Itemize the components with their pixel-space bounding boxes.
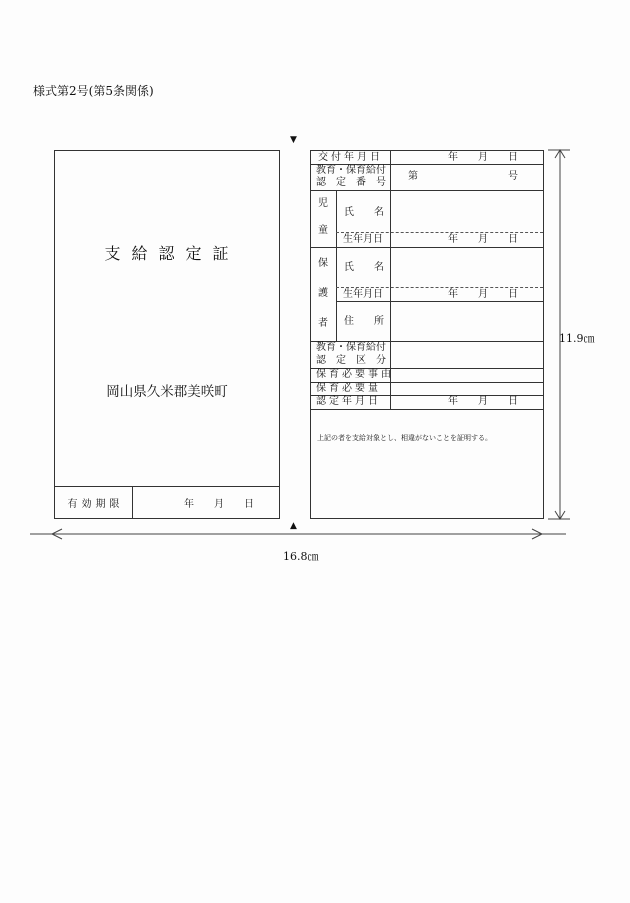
- cert-number-label-line2: 認 定 番 号: [316, 177, 386, 188]
- cert-number-prefix: 第: [408, 171, 418, 182]
- guardian-name-label: 氏 名: [344, 262, 384, 273]
- child-dob-value: 年 月 日: [448, 234, 518, 245]
- issuer-name: 岡山県久米郡美咲町: [106, 384, 228, 400]
- certification-note: 上記の者を支給対象とし、相違がないことを証明する。: [317, 434, 492, 442]
- certificate-title: 支給認定証: [104, 244, 240, 263]
- guardian-label-3: 者: [318, 318, 328, 329]
- fold-marker-top: ▼: [290, 135, 297, 145]
- care-amount-label: 保育必要量: [316, 383, 381, 394]
- form-number-label: 様式第2号(第5条関係): [33, 84, 154, 98]
- guardian-label-2: 護: [318, 288, 328, 299]
- category-label-line2: 認 定 区 分: [316, 355, 386, 366]
- guardian-dob-value: 年 月 日: [448, 289, 518, 300]
- category-label-line1: 教育・保育給付: [316, 342, 386, 353]
- guardian-address-label: 住 所: [344, 316, 384, 327]
- care-reason-label: 保育必要事由: [316, 369, 394, 380]
- child-label-2: 童: [318, 225, 328, 236]
- validity-date: 年 月 日: [184, 499, 254, 510]
- child-name-label: 氏 名: [344, 207, 384, 218]
- height-dimension-label: 11.9㎝: [559, 332, 595, 345]
- issue-date-label: 交付年月日: [318, 152, 383, 163]
- width-dimension-label: 16.8㎝: [283, 550, 319, 563]
- cert-number-suffix: 号: [508, 171, 518, 182]
- cert-number-label-line1: 教育・保育給付: [316, 165, 386, 176]
- child-dob-label: 生年月日: [343, 234, 383, 245]
- guardian-label-1: 保: [318, 258, 328, 269]
- validity-label: 有効期限: [55, 487, 133, 518]
- guardian-dob-label: 生年月日: [343, 289, 383, 300]
- cert-date-value: 年 月 日: [448, 396, 518, 407]
- child-label-1: 児: [318, 198, 328, 209]
- cert-date-label: 認定年月日: [316, 396, 381, 407]
- issue-date-value: 年 月 日: [448, 152, 518, 163]
- fold-marker-bottom: ▲: [290, 521, 297, 531]
